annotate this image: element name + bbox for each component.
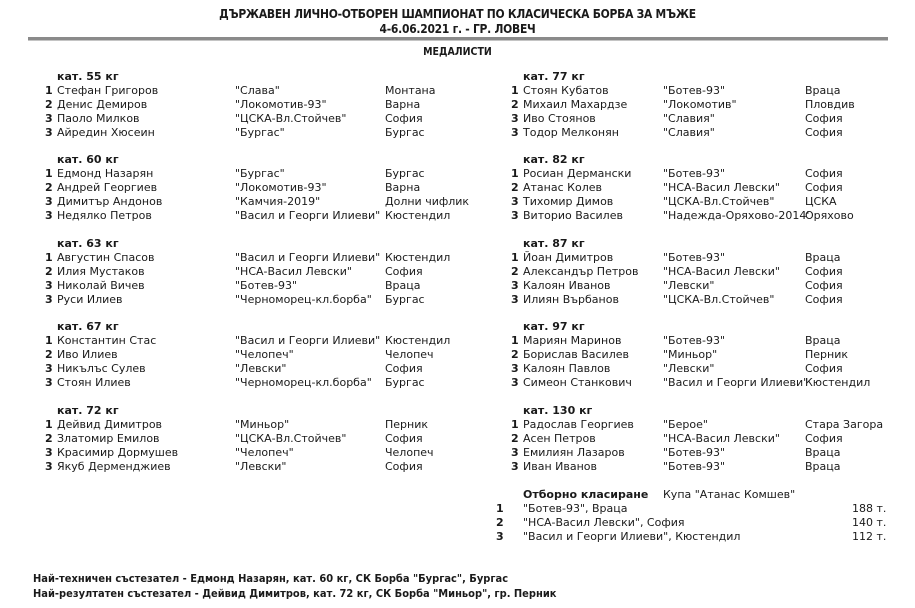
medalist-club: "Челопеч" xyxy=(235,348,294,361)
medalist-city: София xyxy=(805,293,843,306)
medalist-city: София xyxy=(805,265,843,278)
medalist-name: Стоян Илиев xyxy=(57,376,131,389)
medalist-club: "Левски" xyxy=(235,362,287,375)
medalist-rank: 3 xyxy=(511,279,519,292)
header-divider xyxy=(28,37,888,41)
medalist-name: Борислав Василев xyxy=(523,348,629,361)
medalist-city: София xyxy=(805,279,843,292)
medalist-name: Виторио Василев xyxy=(523,209,623,222)
medalist-club: "НСА-Васил Левски" xyxy=(663,181,780,194)
medalist-city: Стара Загора xyxy=(805,418,884,431)
medalist-city: София xyxy=(805,432,843,445)
medalist-rank: 3 xyxy=(45,126,53,139)
most-technical-athlete: Най-техничен състезател - Едмонд Назарян, кат. 60 кг, СК Борба "Бургас", Бургас xyxy=(33,572,509,585)
medalist-city: София xyxy=(805,112,843,125)
medalist-rank: 2 xyxy=(511,98,519,111)
medalist-club: "Ботев-93" xyxy=(663,167,726,180)
medalist-rank: 2 xyxy=(45,348,53,361)
medalist-club: "Левски" xyxy=(663,362,715,375)
medalist-club: "ЦСКА-Вл.Стойчев" xyxy=(235,432,347,445)
team-points: 140 т. xyxy=(852,516,887,529)
medalist-rank: 3 xyxy=(511,112,519,125)
medalist-rank: 3 xyxy=(45,209,53,222)
medalist-city: Пловдив xyxy=(805,98,855,111)
medalist-name: Тихомир Димов xyxy=(523,195,614,208)
medalist-name: Димитър Андонов xyxy=(57,195,163,208)
medalist-rank: 3 xyxy=(511,362,519,375)
medalist-city: Оряхово xyxy=(805,209,854,222)
medalist-city: Бургас xyxy=(385,293,425,306)
medalist-club: "Миньор" xyxy=(235,418,290,431)
medalist-name: Илия Мустаков xyxy=(57,265,145,278)
medalist-rank: 3 xyxy=(511,460,519,473)
medalist-club: "Слава" xyxy=(235,84,280,97)
medalist-name: Тодор Мелконян xyxy=(523,126,619,139)
document-title: ДЪРЖАВЕН ЛИЧНО-ОТБОРЕН ШАМПИОНАТ ПО КЛАСИЧЕСКА БОРБА ЗА МЪЖЕ xyxy=(219,6,696,21)
team-points: 188 т. xyxy=(852,502,887,515)
medalist-name: Стоян Кубатов xyxy=(523,84,609,97)
medalist-city: Челопеч xyxy=(385,348,434,361)
medalist-name: Асен Петров xyxy=(523,432,596,445)
medalist-rank: 3 xyxy=(511,126,519,139)
medalist-club: "НСА-Васил Левски" xyxy=(663,265,780,278)
team-rank: 1 xyxy=(496,502,504,515)
category-title: кат. 55 кг xyxy=(57,70,119,83)
medalist-name: Николай Вичев xyxy=(57,279,145,292)
medalist-rank: 3 xyxy=(511,195,519,208)
medalist-rank: 2 xyxy=(45,98,53,111)
medalist-name: Калоян Павлов xyxy=(523,362,611,375)
medalist-club: "Бургас" xyxy=(235,167,285,180)
medalist-name: Руси Илиев xyxy=(57,293,123,306)
medalist-name: Симеон Станкович xyxy=(523,376,632,389)
medalist-name: Атанас Колев xyxy=(523,181,602,194)
medalist-rank: 3 xyxy=(511,376,519,389)
category-title: кат. 87 кг xyxy=(523,237,585,250)
medalist-city: Бургас xyxy=(385,126,425,139)
medalist-rank: 1 xyxy=(45,334,53,347)
medalist-name: Андрей Георгиев xyxy=(57,181,158,194)
medalist-city: Враца xyxy=(805,251,841,264)
medalist-name: Константин Стас xyxy=(57,334,157,347)
medalist-name: Радослав Георгиев xyxy=(523,418,634,431)
medalist-city: Перник xyxy=(385,418,429,431)
medalist-name: Иво Стоянов xyxy=(523,112,596,125)
medalist-rank: 3 xyxy=(511,293,519,306)
medalist-city: Бургас xyxy=(385,167,425,180)
medalist-rank: 1 xyxy=(45,84,53,97)
medalist-name: Илиян Върбанов xyxy=(523,293,619,306)
medalist-city: София xyxy=(385,362,423,375)
medalist-rank: 3 xyxy=(511,209,519,222)
medalist-city: София xyxy=(805,167,843,180)
medalist-rank: 3 xyxy=(45,195,53,208)
medalist-city: Кюстендил xyxy=(385,334,451,347)
medalist-rank: 3 xyxy=(45,293,53,306)
medalist-club: "Ботев-93" xyxy=(663,251,726,264)
medalist-name: Августин Спасов xyxy=(57,251,155,264)
medalist-club: "Славия" xyxy=(663,112,715,125)
medalist-rank: 2 xyxy=(511,181,519,194)
medalist-rank: 1 xyxy=(45,418,53,431)
medalist-name: Калоян Иванов xyxy=(523,279,611,292)
medalist-rank: 1 xyxy=(511,334,519,347)
medalist-rank: 1 xyxy=(511,251,519,264)
medalist-name: Айредин Хюсеин xyxy=(57,126,155,139)
medalist-club: "Ботев-93" xyxy=(235,279,298,292)
medalist-city: София xyxy=(385,112,423,125)
medalist-name: Якуб Дерменджиев xyxy=(57,460,171,473)
medalist-name: Красимир Дормушев xyxy=(57,446,179,459)
medalist-club: "Ботев-93" xyxy=(663,84,726,97)
medalist-club: "Левски" xyxy=(235,460,287,473)
medalist-rank: 2 xyxy=(511,432,519,445)
medalist-club: "Надежда-Оряхово-2014' xyxy=(663,209,810,222)
medalist-name: Дейвид Димитров xyxy=(57,418,163,431)
category-title: кат. 67 кг xyxy=(57,320,119,333)
medalist-club: "ЦСКА-Вл.Стойчев" xyxy=(663,195,775,208)
medalist-club: "НСА-Васил Левски" xyxy=(235,265,352,278)
medalist-city: Враца xyxy=(805,460,841,473)
team-standings-cup: Купа "Атанас Комшев" xyxy=(663,488,796,501)
document-date-location: 4-6.06.2021 г. - ГР. ЛОВЕЧ xyxy=(379,21,536,36)
medalist-name: Стефан Григоров xyxy=(57,84,159,97)
medalist-rank: 1 xyxy=(511,418,519,431)
category-title: кат. 97 кг xyxy=(523,320,585,333)
medalist-city: Долни чифлик xyxy=(385,195,470,208)
medalist-club: "ЦСКА-Вл.Стойчев" xyxy=(235,112,347,125)
category-title: кат. 130 кг xyxy=(523,404,593,417)
medalist-club: "Локомотив" xyxy=(663,98,737,111)
team-name: "НСА-Васил Левски", София xyxy=(523,516,685,529)
medalist-city: Монтана xyxy=(385,84,436,97)
medalist-city: Враца xyxy=(805,84,841,97)
medalist-city: Враца xyxy=(805,334,841,347)
category-title: кат. 72 кг xyxy=(57,404,119,417)
medalist-rank: 2 xyxy=(45,432,53,445)
medalist-club: "Васил и Георги Илиеви" xyxy=(235,334,381,347)
medalist-rank: 3 xyxy=(45,376,53,389)
medalist-rank: 3 xyxy=(511,446,519,459)
medalist-club: "Бургас" xyxy=(235,126,285,139)
medalist-name: Емилиян Лазаров xyxy=(523,446,625,459)
medalist-city: Кюстендил xyxy=(385,251,451,264)
medalist-rank: 3 xyxy=(45,112,53,125)
medalist-club: "ЦСКА-Вл.Стойчев" xyxy=(663,293,775,306)
medalist-rank: 3 xyxy=(45,460,53,473)
medalist-club: "Ботев-93" xyxy=(663,334,726,347)
medalist-name: Мариян Маринов xyxy=(523,334,622,347)
medalist-club: "Черноморец-кл.борба" xyxy=(235,293,372,306)
medalist-club: "Славия" xyxy=(663,126,715,139)
medalist-city: Враца xyxy=(805,446,841,459)
medalist-club: "Черноморец-кл.борба" xyxy=(235,376,372,389)
medalist-city: София xyxy=(385,460,423,473)
medalist-club: "Камчия-2019" xyxy=(235,195,321,208)
medalist-city: София xyxy=(385,265,423,278)
medalist-name: Александър Петров xyxy=(523,265,639,278)
category-title: кат. 63 кг xyxy=(57,237,119,250)
medalist-rank: 2 xyxy=(511,348,519,361)
medalists-heading: МЕДАЛИСТИ xyxy=(423,45,492,58)
medalist-club: "Берое" xyxy=(663,418,708,431)
medalist-name: Едмонд Назарян xyxy=(57,167,154,180)
medalist-city: Бургас xyxy=(385,376,425,389)
medalist-rank: 3 xyxy=(45,279,53,292)
medalist-club: "Локомотив-93" xyxy=(235,181,327,194)
category-title: кат. 82 кг xyxy=(523,153,585,166)
medalist-club: "Миньор" xyxy=(663,348,718,361)
medalist-club: "Левски" xyxy=(663,279,715,292)
medalist-name: Йоан Димитров xyxy=(523,251,614,264)
medalist-name: Иво Илиев xyxy=(57,348,118,361)
medalist-city: Варна xyxy=(385,98,421,111)
medalist-city: Перник xyxy=(805,348,849,361)
medalist-city: София xyxy=(805,362,843,375)
team-points: 112 т. xyxy=(852,530,887,543)
medalist-rank: 1 xyxy=(45,251,53,264)
medalist-club: "Васил и Георги Илиеви" xyxy=(235,209,381,222)
medalist-rank: 1 xyxy=(511,84,519,97)
category-title: кат. 60 кг xyxy=(57,153,119,166)
medalist-rank: 2 xyxy=(45,265,53,278)
most-scoring-athlete: Най-резултатен състезател - Дейвид Димитров, кат. 72 кг, СК Борба "Миньор", гр. Перник xyxy=(33,587,557,600)
medalist-name: Никълъс Сулев xyxy=(57,362,146,375)
medalist-city: София xyxy=(805,181,843,194)
medalist-club: "Локомотив-93" xyxy=(235,98,327,111)
medalist-city: Кюстендил xyxy=(805,376,871,389)
medalist-city: Челопеч xyxy=(385,446,434,459)
medalist-city: София xyxy=(385,432,423,445)
team-name: "Ботев-93", Враца xyxy=(523,502,628,515)
team-rank: 2 xyxy=(496,516,504,529)
medalist-city: Кюстендил xyxy=(385,209,451,222)
medalist-name: Златомир Емилов xyxy=(57,432,160,445)
medalist-club: "Ботев-93" xyxy=(663,446,726,459)
medalist-club: "Ботев-93" xyxy=(663,460,726,473)
team-name: "Васил и Георги Илиеви", Кюстендил xyxy=(523,530,741,543)
medalist-club: "Васил и Георги Илиеви" xyxy=(663,376,809,389)
medalist-name: Иван Иванов xyxy=(523,460,597,473)
medalist-rank: 3 xyxy=(45,362,53,375)
medalist-name: Паоло Милков xyxy=(57,112,140,125)
medalist-club: "Васил и Георги Илиеви" xyxy=(235,251,381,264)
medalist-rank: 1 xyxy=(511,167,519,180)
medalist-club: "Челопеч" xyxy=(235,446,294,459)
medalist-rank: 2 xyxy=(45,181,53,194)
medalist-city: София xyxy=(805,126,843,139)
medalist-name: Денис Демиров xyxy=(57,98,148,111)
medalist-name: Недялко Петров xyxy=(57,209,152,222)
medalist-name: Михаил Махардзе xyxy=(523,98,628,111)
medalist-club: "НСА-Васил Левски" xyxy=(663,432,780,445)
team-standings-title: Отборно класиране xyxy=(523,488,649,501)
medalist-rank: 1 xyxy=(45,167,53,180)
medalist-rank: 3 xyxy=(45,446,53,459)
medalist-rank: 2 xyxy=(511,265,519,278)
medalist-name: Росиан Дермански xyxy=(523,167,632,180)
team-rank: 3 xyxy=(496,530,504,543)
medalist-city: Враца xyxy=(385,279,421,292)
medalist-city: Варна xyxy=(385,181,421,194)
medalist-city: ЦСКА xyxy=(805,195,837,208)
category-title: кат. 77 кг xyxy=(523,70,585,83)
